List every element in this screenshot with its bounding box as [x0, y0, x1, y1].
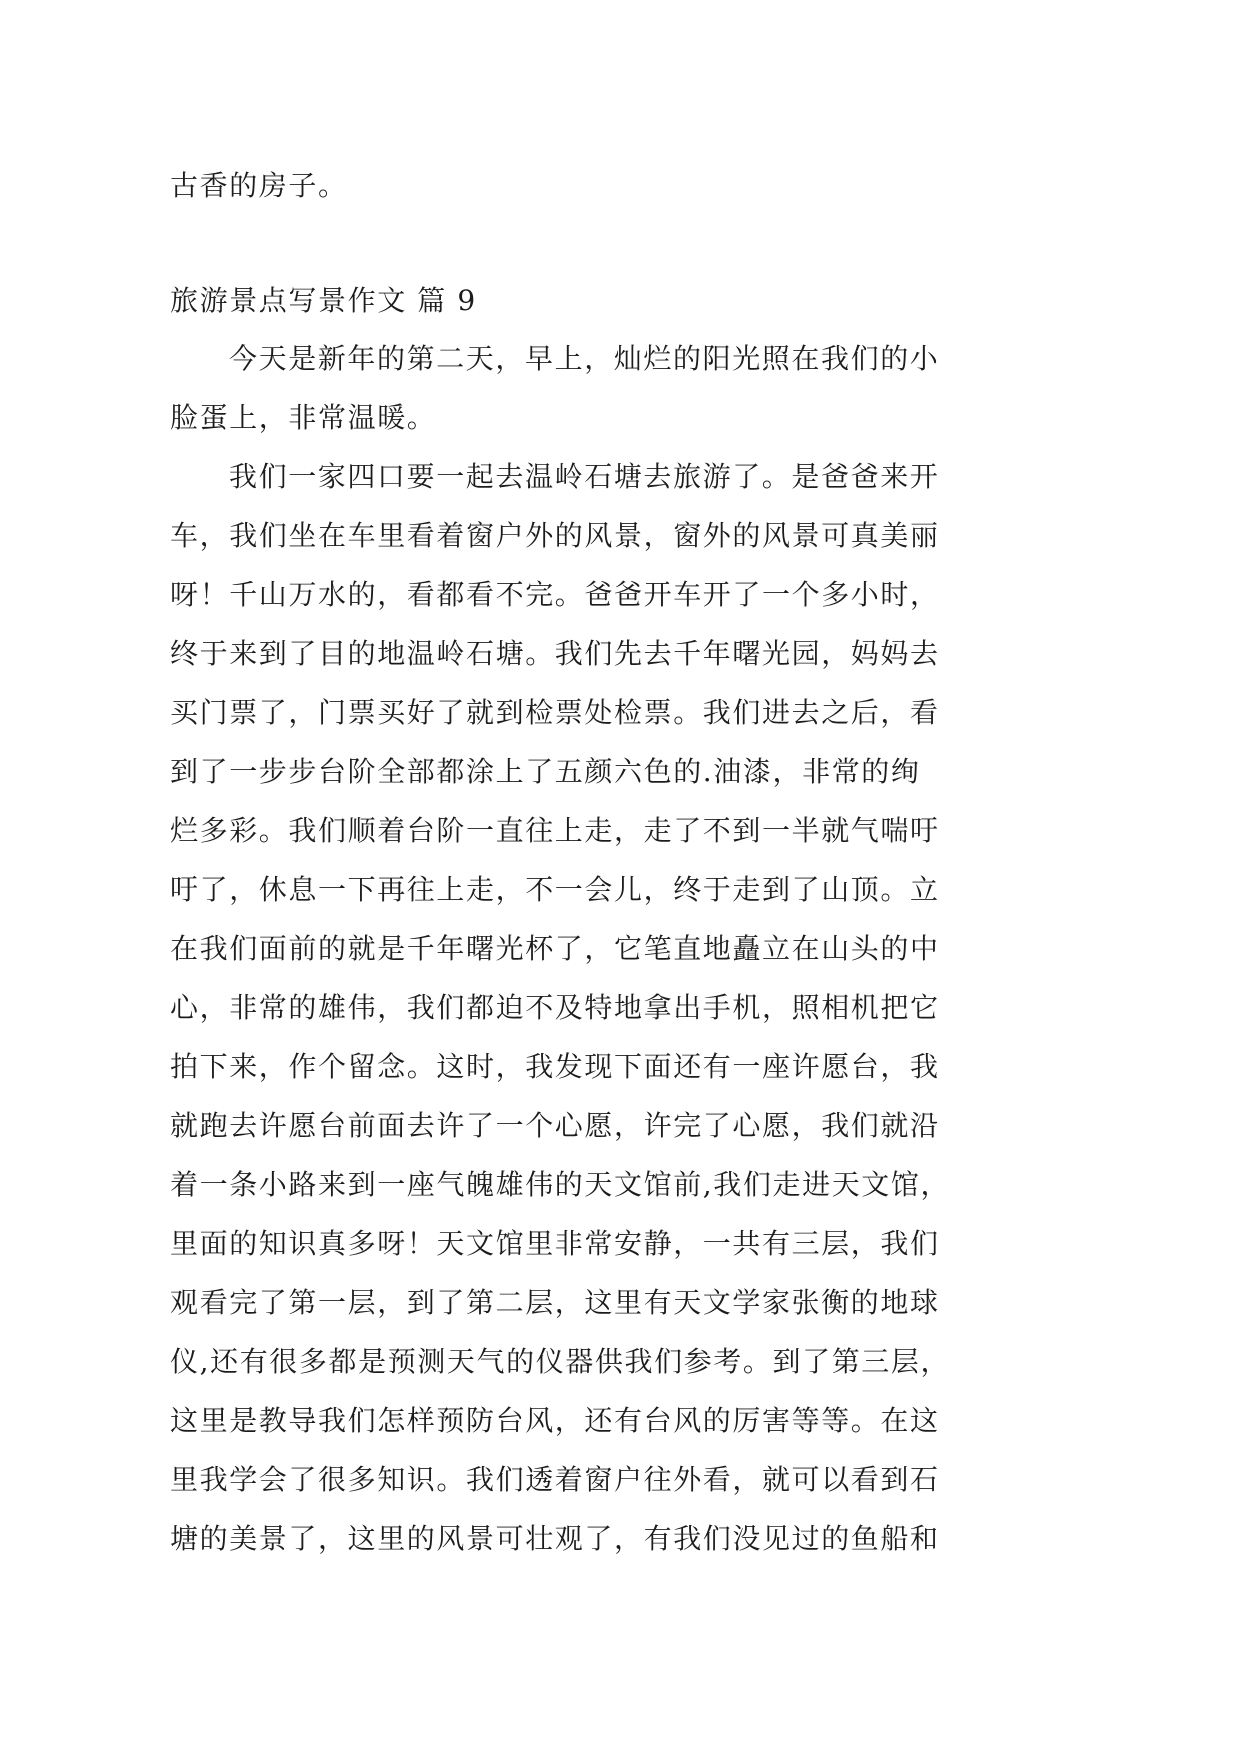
text-line: 到了一步步台阶全部都涂上了五颜六色的.油漆，非常的绚 — [170, 755, 921, 788]
text-line: 买门票了，门票买好了就到检票处检票。我们进去之后，看 — [170, 696, 940, 729]
body-text — [170, 329, 990, 1568]
text-line: 吁了，休息一下再往上走，不一会儿，终于走到了山顶。立 — [170, 873, 940, 906]
text-line: 终于来到了目的地温岭石塘。我们先去千年曙光园，妈妈去 — [170, 637, 940, 670]
text-line: 在我们面前的就是千年曙光杯了，它笔直地矗立在山头的中 — [170, 932, 940, 965]
text-line: 烂多彩。我们顺着台阶一直往上走，走了不到一半就气喘吁 — [170, 814, 940, 847]
text-line: 心，非常的雄伟，我们都迫不及特地拿出手机，照相机把它 — [170, 991, 940, 1024]
text-line: 拍下来，作个留念。这时，我发现下面还有一座许愿台，我 — [170, 1050, 940, 1083]
section-title: 旅游景点写景作文 篇 9 — [170, 284, 477, 317]
text-line: 车，我们坐在车里看着窗户外的风景，窗外的风景可真美丽 — [170, 519, 940, 552]
text-line: 着一条小路来到一座气魄雄伟的天文馆前,我们走进天文馆， — [170, 1168, 951, 1201]
continuation-line: 古香的房子。 — [170, 169, 348, 202]
text-line: 里面的知识真多呀！天文馆里非常安静，一共有三层，我们 — [170, 1227, 940, 1260]
text-line: 这里是教导我们怎样预防台风，还有台风的厉害等等。在这 — [170, 1404, 940, 1437]
text-line: 塘的美景了，这里的风景可壮观了，有我们没见过的鱼船和 — [170, 1522, 940, 1555]
text-line: 就跑去许愿台前面去许了一个心愿，许完了心愿，我们就沿 — [170, 1109, 940, 1142]
text-line: 呀！千山万水的，看都看不完。爸爸开车开了一个多小时， — [170, 578, 940, 611]
text-line: 仪,还有很多都是预测天气的仪器供我们参考。到了第三层， — [170, 1345, 951, 1378]
text-line: 里我学会了很多知识。我们透着窗户往外看，就可以看到石 — [170, 1463, 940, 1496]
text-line: 脸蛋上，非常温暖。 — [170, 401, 437, 434]
text-line: 观看完了第一层，到了第二层，这里有天文学家张衡的地球 — [170, 1286, 940, 1319]
text-line: 我们一家四口要一起去温岭石塘去旅游了。是爸爸来开 — [229, 460, 940, 493]
text-line: 今天是新年的第二天，早上，灿烂的阳光照在我们的小 — [229, 342, 940, 375]
